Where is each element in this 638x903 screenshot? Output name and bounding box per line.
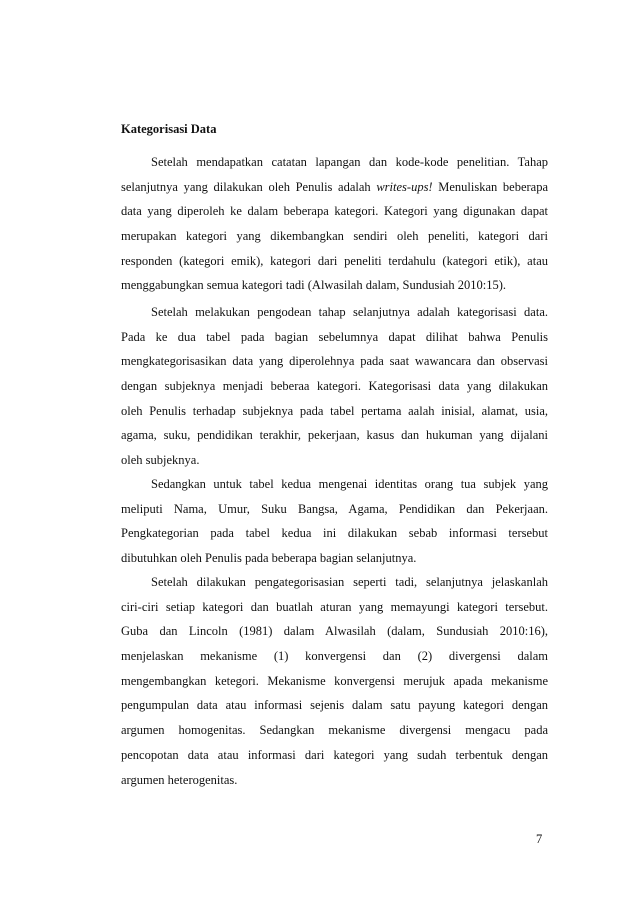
paragraph-line: Pada ke dua tabel pada bagian sebelumnya dapat dilihat bahwa Penulis [121, 329, 548, 344]
paragraph-line: dibutuhkan oleh Penulis pada beberapa bagian selanjutnya. [121, 551, 417, 566]
paragraph-line: Pengkategorian pada tabel kedua ini dilakukan sebab informasi tersebut [121, 526, 548, 541]
paragraph-line: pengumpulan data atau informasi sejenis dalam satu payung kategori dengan [121, 698, 548, 713]
line-text: selanjutnya yang dilakukan oleh Penulis adalah [121, 179, 371, 194]
paragraph-line: Guba dan Lincoln (1981) dalam Alwasilah (dalam, Sundusiah 2010:16), [121, 624, 548, 639]
paragraph-line: oleh Penulis terhadap subjeknya pada tabel pertama aalah inisial, alamat, usia, [121, 403, 548, 418]
paragraph-line: merupakan kategori yang dikembangkan sendiri oleh peneliti, kategori dari [121, 229, 548, 244]
paragraph-line: argumen heterogenitas. [121, 772, 238, 787]
paragraph-line: mengembangkan ketegori. Mekanisme konvergensi merujuk apada mekanisme [121, 673, 548, 688]
paragraph-line: responden (kategori emik), kategori dari peneliti terdahulu (kategori etik), atau [121, 253, 548, 268]
line-text: Menuliskan beberapa [438, 179, 549, 194]
paragraph-line: Setelah melakukan pengodean tahap selanjutnya adalah kategorisasi data. [151, 305, 548, 319]
italic-term: writes-ups! [376, 179, 433, 194]
paragraph-1 [121, 150, 548, 298]
paragraph-3 [121, 472, 548, 571]
paragraph-line: agama, suku, pendidikan terakhir, pekerjaan, kasus dan hukuman yang dijalani [121, 428, 548, 443]
paragraph-4 [121, 570, 548, 792]
paragraph-line: pencopotan data atau informasi dari kategori yang sudah terbentuk dengan [121, 747, 548, 762]
paragraph-line: ciri-ciri setiap kategori dan buatlah aturan yang memayungi kategori tersebut. [121, 599, 548, 614]
paragraph-line: data yang diperoleh ke dalam beberapa kategori. Kategori yang digunakan dapat [121, 204, 548, 219]
paragraph-line: menggabungkan semua kategori tadi (Alwasilah dalam, Sundusiah 2010:15). [121, 278, 506, 293]
paragraph-2 [121, 300, 548, 473]
section-heading: Kategorisasi Data [121, 122, 217, 136]
paragraph-line: argumen homogenitas. Sedangkan mekanisme divergensi mengacu pada [121, 723, 548, 738]
paragraph-line: meliputi Nama, Umur, Suku Bangsa, Agama, Pendidikan dan Pekerjaan. [121, 501, 548, 516]
paragraph-line: Sedangkan untuk tabel kedua mengenai identitas orang tua subjek yang [151, 477, 548, 491]
page-number: 7 [536, 832, 543, 846]
paragraph-line: menjelaskan mekanisme (1) konvergensi dan (2) divergensi dalam [121, 649, 548, 664]
paragraph-line: dengan subjeknya menjadi beberaa kategori. Kategorisasi data yang dilakukan [121, 379, 548, 394]
paragraph-line [121, 175, 548, 200]
paragraph-line: mengkategorisasikan data yang diperolehnya pada saat wawancara dan observasi [121, 354, 548, 369]
paragraph-line: Setelah dilakukan pengategorisasian seperti tadi, selanjutnya jelaskanlah [151, 575, 548, 589]
paragraph-line: Setelah mendapatkan catatan lapangan dan kode-kode penelitian. Tahap [151, 155, 548, 169]
paragraph-line: oleh subjeknya. [121, 453, 200, 468]
